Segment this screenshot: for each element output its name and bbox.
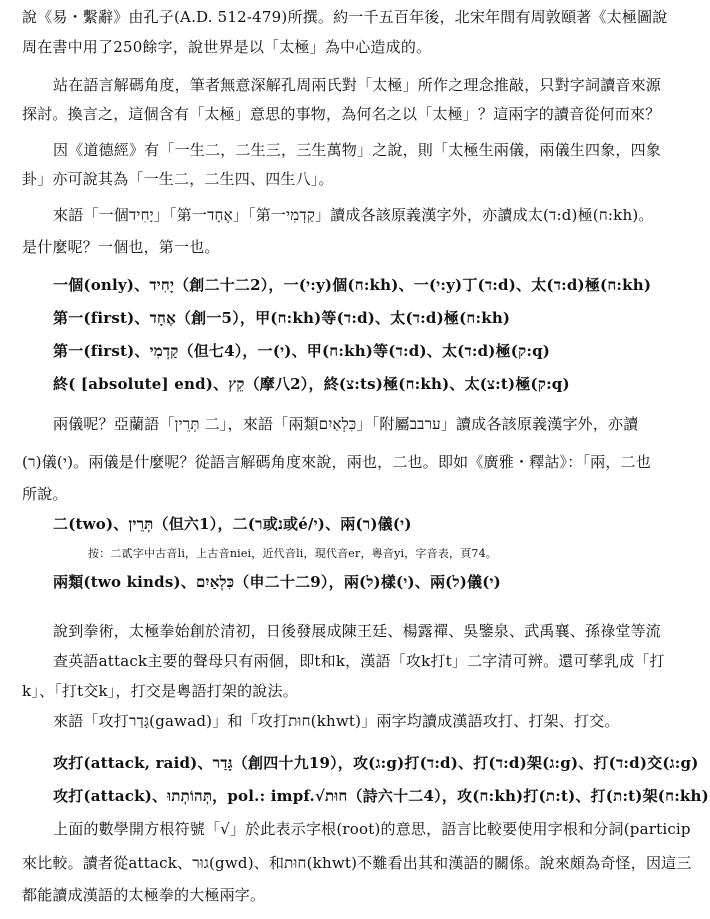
lexical-entry: 攻打(attack, raid)、גָּדַר（創四十九19），攻(ג:g)打(ד:d)、打(ד:d)架(ג:g)、打(ד:d)交(ג:g) (53, 754, 699, 772)
paragraph-line: 站在語言解碼角度，筆者無意深解孔周兩氏對「太極」所作之理念推敲，只對字詞讀音來源 (53, 76, 662, 94)
paragraph-line: 兩儀呢？亞蘭語「תְּרֵין 二」，來語「兩類כִּלְאַיִם」「附屬ערבב」讀成各該原義漢字外，亦讀 (53, 415, 639, 433)
lexical-entry: 終( [absolute] end)、קֵץ（摩八2），終(צ:ts)極(ח:kh)、太(צ:t)極(ק:q) (53, 375, 570, 393)
paragraph-line: 都能讀成漢語的太極拳的大極兩字。 (22, 886, 266, 904)
paragraph-line: 來比較。讀者從attack、גוּר(gwd)、和חוּת(khwt)不難看出其和漢語的關係。說來頗為奇怪，因這三 (22, 854, 692, 872)
paragraph-line: 卦」亦可說其為「一生二，二生四、四生八」。 (22, 170, 334, 188)
paragraph-line: 說《易・繫辭》由孔子(A.D. 512-479)所撰。約一千五百年後，北宋年間有周敦頤著《太極圖說 (22, 8, 668, 26)
paragraph-line: 因《道德經》有「一生二，二生三，三生萬物」之說，則「太極生兩儀，兩儀生四象，四象 (53, 141, 662, 159)
paragraph-line: 探討。換言之，這個含有「太極」意思的事物，為何名之以「太極」？這兩字的讀音從何而來？ (22, 105, 661, 123)
paragraph-line: 所說。 (22, 485, 68, 503)
lexical-entry: 二(two)、תְּרֵין（但六1），二(ר或נ或é/י)、兩(ר)儀(י) (53, 515, 412, 533)
paragraph-line: 查英語attack主要的聲母只有兩個，即t和k，漢語「攻k打t」二字清可辨。還可孳乳成「打 (53, 652, 665, 670)
paragraph-line: 上面的數學開方根符號「√」於此表示字根(root)的意思，語言比較要使用字根和分詞(particip (53, 820, 691, 838)
lexical-entry: 第一(first)、קַדְמִי（但七4），一(י)、甲(ח:kh)等(ד:d)、太(ד:d)極(ק:q) (53, 342, 551, 360)
lexical-entry: 兩類(two kinds)、כִּלְאַיִם（申二十二9），兩(ל)樣(י)、兩(ל)儀(י) (53, 573, 501, 591)
paragraph-line: (ר)儀(י)。兩儀是什麼呢？從語言解碼角度來說，兩也，二也。即如《廣雅・釋詁》：「兩，二也 (22, 453, 651, 471)
paragraph-line: 周在書中用了250餘字，說世界是以「太極」為中心造成的。 (22, 38, 432, 56)
paragraph-line: 說到拳術，太極拳始創於清初，日後發展成陳王廷、楊露禪、吳鑒泉、武禹襄、孫祿堂等流 (53, 622, 662, 640)
paragraph-line: 是什麼呢？一個也，第一也。 (22, 238, 220, 256)
paragraph-line: 來語「一個יָחִיד」「第一אֶחָד」「第一קַדְמִי」讀成各該原義漢字外，亦讀成太(ד:d)極(ח:kh)。 (53, 206, 654, 224)
lexical-entry: 攻打(attack)、תְּהוֹתְתוּ，pol.: impf.√חוּת（詩六十二4），攻(ח:kh)打(ת:t)、打(ת:t)架(ח:kh) (53, 787, 709, 805)
pronunciation-note: 按：二貳字中古音li，上古音niei，近代音li，現代音er，粵音yi，字音表，頁74。 (88, 547, 497, 560)
lexical-entry: 一個(only)、יָחִיד（創二十二2），一(י:y)個(ח:kh)、一(י:y)丁(ד:d)、太(ד:d)極(ח:kh) (53, 276, 652, 294)
paragraph-line: k」、「打t交k」，打交是粵語打架的說法。 (22, 682, 298, 700)
paragraph-line: 來語「攻打גָּדַר(gawad)」和「攻打חוּת(khwt)」兩字均讀成漢語攻打、打架、打交。 (53, 712, 620, 730)
lexical-entry: 第一(first)、אֶחָד（創一5），甲(ח:kh)等(ד:d)、太(ד:d)極(ח:kh) (53, 309, 511, 327)
